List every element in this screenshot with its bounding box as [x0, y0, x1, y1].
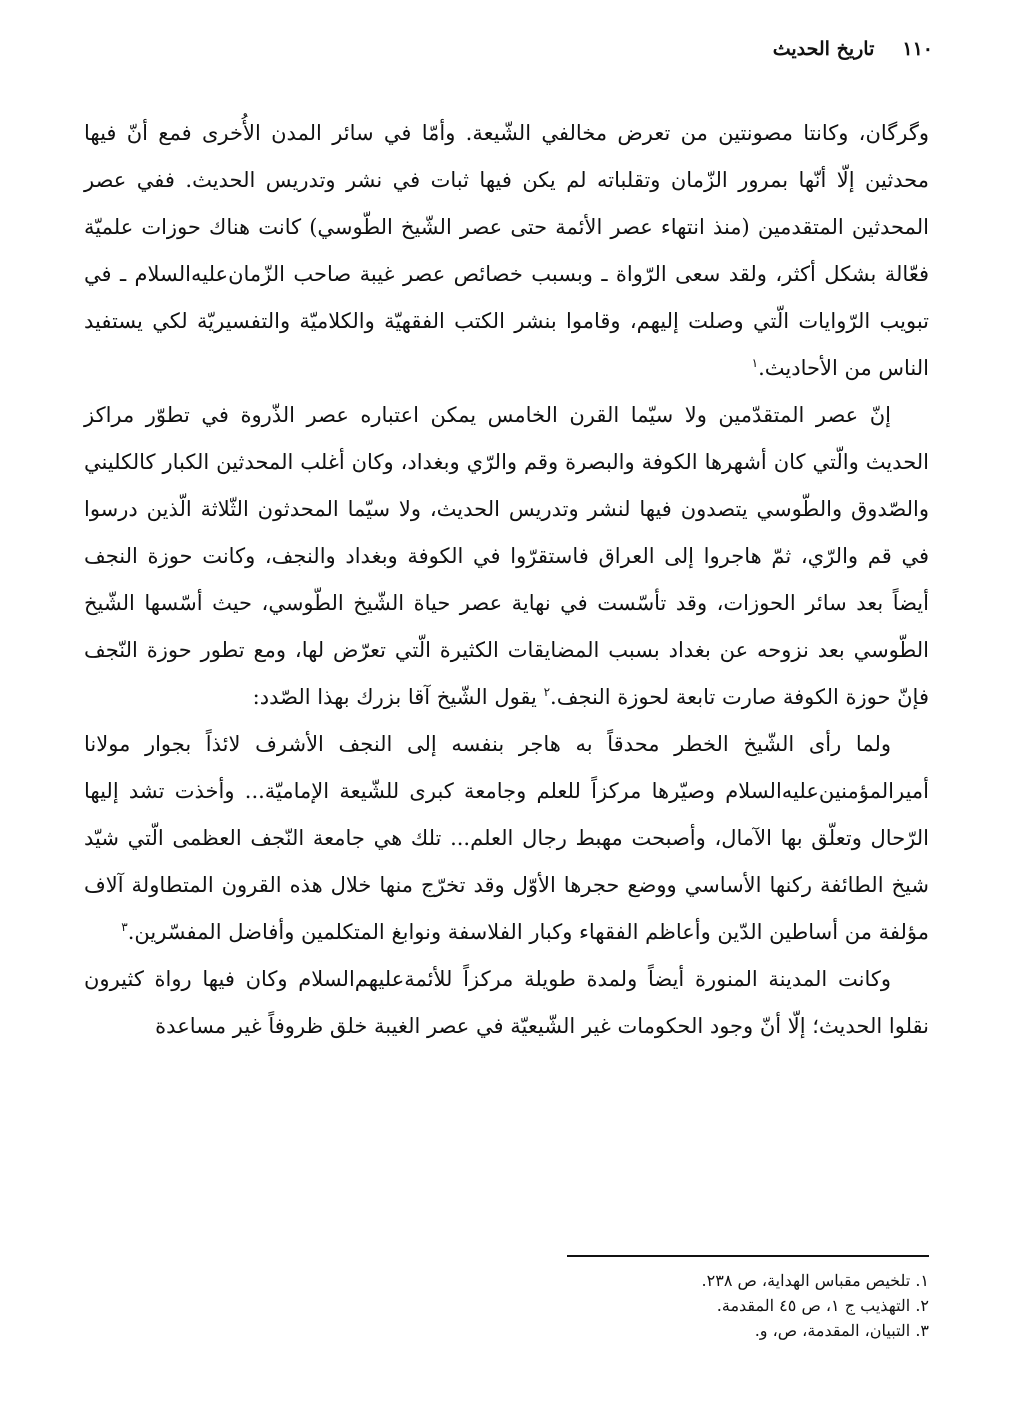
quotation-paragraph: [84, 721, 929, 956]
body-text: [84, 110, 929, 1050]
footnote-2: ٢. التهذيب ج ١، ص ٤٥ المقدمة.: [716, 1296, 929, 1315]
paragraph-text: ولما رأى الشّيخ الخطر محدقاً به هاجر بنفسه إلى النجف الأشرف لائذاً بجوار مولانا أميرالمؤمنين‌عليه‌السلام وصيّرها مركزاً للعلم وجامعة كبرى للشّيعة الإماميّة... وأخذت تشد إليها الرّحال وتعلّق بها الآمال، وأصبحت مهبط رجال العلم... تلك هي جامعة النّجف العظمى الّتي شيّد شيخ الطائفة ركنها الأساسي ووضع حجرها الأوّل وقد تخرّج منها خلال هذه القرون المتطاولة آلاف مؤلفة من أساطين الدّين وأعاظم الفقهاء وكبار الفلاسفة ونوابغ المتكلمين وأفاضل المفسّرين.: [84, 732, 929, 944]
page-header: [773, 38, 933, 60]
page-number: ١١٠: [902, 38, 933, 60]
paragraph-2: [84, 392, 929, 721]
footnote-1: ١. تلخيص مقباس الهداية، ص ٢٣٨.: [701, 1271, 929, 1290]
paragraph-1: [84, 110, 929, 392]
running-title: تاريخ الحديث: [772, 38, 875, 60]
paragraph-4: [84, 956, 929, 1050]
paragraph-tail: يقول الشّيخ آقا بزرك بهذا الصّدد:: [252, 685, 544, 709]
footnote-ref-3: ٣: [121, 920, 128, 934]
footnote-3: ٣. التبيان، المقدمة، ص، و.: [754, 1321, 929, 1340]
paragraph-text: إنّ عصر المتقدّمين ولا سيّما القرن الخامس يمكن اعتباره عصر الذّروة في تطوّر مراكز الحديث والّتي كان أشهرها الكوفة والبصرة وقم والرّي وبغداد، وكان أغلب المحدثين الكبار كالكليني والصّدوق والطّوسي يتصدون فيها لنشر وتدريس الحديث، ولا سيّما المحدثون الثّلاثة الّذين درسوا في قم والرّي، ثمّ هاجروا إلى العراق فاستقرّوا في الكوفة وبغداد والنجف، وكانت حوزة النجف أيضاً بعد سائر الحوزات، وقد تأسّست في نهاية عصر حياة الشّيخ الطّوسي، حيث أسّسها الشّيخ الطّوسي بعد نزوحه عن بغداد بسبب المضايقات الكثيرة الّتي تعرّض لها، ومع تطور حوزة النّجف فإنّ حوزة الكوفة صارت تابعة لحوزة النجف.: [84, 403, 929, 709]
footnotes: [429, 1268, 929, 1343]
paragraph-text: وگرگان، وكانتا مصونتين من تعرض مخالفي الشّيعة. وأمّا في سائر المدن الأُخرى فمع أنّ فيها محدثين إلّا أنّها بمرور الزّمان وتقلباته لم يكن فيها ثبات في نشر وتدريس الحديث. ففي عصر المحدثين المتقدمين (منذ انتهاء عصر الأئمة حتى عصر الشّيخ الطّوسي) كانت هناك حوزات علميّة فعّالة بشكل أكثر، ولقد سعى الرّواة ـ وبسبب خصائص عصر غيبة صاحب الزّمان‌عليه‌السلام ـ في تبويب الرّوايات الّتي وصلت إليهم، وقاموا بنشر الكتب الفقهيّة والكلاميّة والتفسيريّة لكي يستفيد الناس من الأحاديث.: [84, 121, 929, 380]
footnote-ref-1: ١: [751, 356, 759, 370]
paragraph-text: وكانت المدينة المنورة أيضاً ولمدة طويلة مركزاً للأئمة‌عليهم‌السلام وكان فيها رواة كثيرون نقلوا الحديث؛ إلّا أنّ وجود الحكومات غير الشّيعيّة في عصر الغيبة خلق ظروفاً غير مساعدة: [84, 967, 929, 1038]
footnote-divider: [567, 1255, 929, 1257]
footnote-ref-2: ٢: [543, 685, 551, 699]
